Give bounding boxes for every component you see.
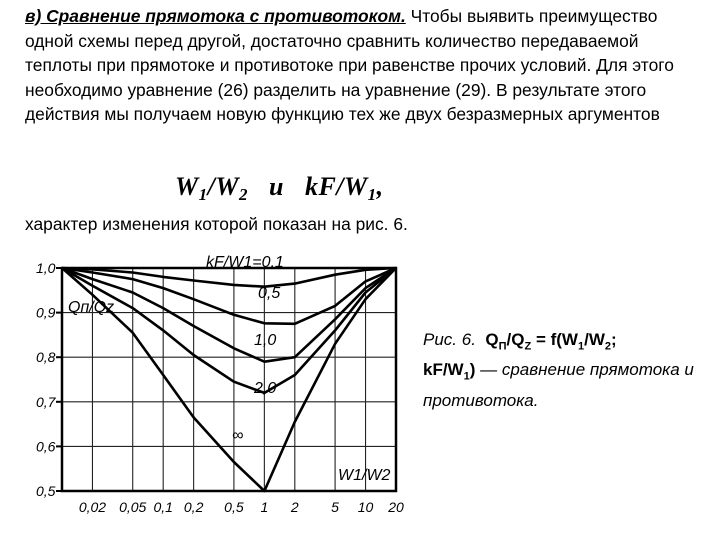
x-tick-label: 0,5 xyxy=(224,499,244,515)
x-tick-label: 0,02 xyxy=(78,499,107,515)
series-label-2: 1,0 xyxy=(254,332,277,349)
y-tick-label: 0,9 xyxy=(36,304,56,321)
x-tick-label: 0,05 xyxy=(119,499,147,515)
x-tick-label: 10 xyxy=(357,499,374,515)
y-tick-label: 0,8 xyxy=(36,349,56,366)
x-tick-label: 20 xyxy=(388,499,404,515)
paragraph-body: Чтобы выявить преимущество одной схемы перед другой, достаточно сравнить количество передаваемой теплоты при прямотоке и противотоке при равенстве прочих условий. Для этого необходимо уравнение (26) разделить на уравнение (29). В результате этого действия мы получаем новую функцию тех же двух безразмерных аргументов xyxy=(25,6,674,125)
text-after-formula: характер изменения которой показан на рис. 6. xyxy=(25,214,408,234)
figure-caption: Рис. 6. $Q_П/Q_Z = f(W_1/W_2$; $kF/W_1$) — сравнение прямотока и противотока. xyxy=(423,330,694,410)
y-tick-label: 0,5 xyxy=(36,483,56,499)
y-tick-label: 1,0 xyxy=(36,260,56,276)
y-tick-label: 0,7 xyxy=(36,393,56,410)
series-label-3: 2,0 xyxy=(254,380,277,397)
y-axis-label: Qп/Qz xyxy=(68,299,115,316)
section-heading: в) Сравнение прямотока с противотоком. xyxy=(25,6,406,26)
series-title-label: kF/W1=0,1 xyxy=(206,254,284,271)
x-tick-label: 0,1 xyxy=(153,499,173,515)
x-tick-label: 0,2 xyxy=(183,499,204,515)
x-tick-label: 1 xyxy=(260,499,269,515)
formula: $W_1/W_2$ и $kF/W_1$, xyxy=(175,172,384,204)
y-tick-label: 0,6 xyxy=(36,438,56,455)
series-label-1: 0,5 xyxy=(258,285,281,302)
series-label-4: ∞ xyxy=(232,427,244,444)
x-tick-label: 5 xyxy=(331,499,339,515)
x-axis-label: W1/W2 xyxy=(338,467,391,484)
x-tick-label: 2 xyxy=(290,499,299,515)
